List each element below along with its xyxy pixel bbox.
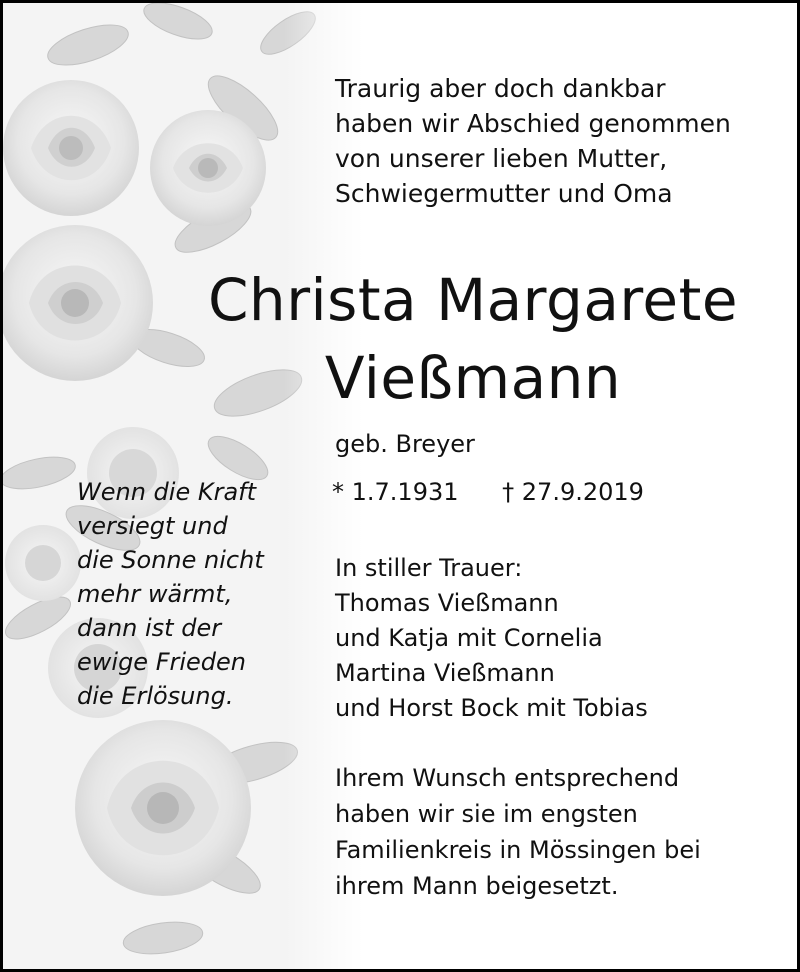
mourners-line: und Katja mit Cornelia	[335, 624, 603, 652]
life-dates	[332, 477, 644, 507]
quote-line: die Sonne nicht	[77, 546, 264, 574]
funeral-line: Ihrem Wunsch entsprechend	[335, 764, 680, 792]
mourners-line: Martina Vießmann	[335, 659, 555, 687]
quote-line: mehr wärmt,	[77, 580, 233, 608]
quote-line: Wenn die Kraft	[77, 478, 257, 506]
intro-line: Schwiegermutter und Oma	[335, 179, 673, 208]
mourners-line: Thomas Vießmann	[335, 589, 559, 617]
funeral-line: Familienkreis in Mössingen bei	[335, 836, 701, 864]
birth-name: geb. Breyer	[335, 430, 475, 458]
mourners-line: und Horst Bock mit Tobias	[335, 694, 648, 722]
death-date: † 27.9.2019	[502, 478, 644, 506]
mourners-line: In stiller Trauer:	[335, 554, 523, 582]
intro-line: haben wir Abschied genommen	[335, 109, 731, 138]
quote-line: dann ist der	[77, 614, 222, 642]
quote-line: versiegt und	[77, 512, 228, 540]
birth-date: * 1.7.1931	[332, 478, 459, 506]
funeral-note	[335, 760, 775, 904]
funeral-line: haben wir sie im engsten	[335, 800, 638, 828]
mourners-list	[335, 551, 775, 726]
quote-line: die Erlösung.	[77, 682, 234, 710]
notice-content	[3, 3, 797, 969]
intro-line: Traurig aber doch dankbar	[335, 74, 666, 103]
deceased-name-line-2: Vießmann	[324, 344, 622, 412]
deceased-name-line-1: Christa Margarete	[207, 266, 739, 334]
intro-line: von unserer lieben Mutter,	[335, 144, 668, 173]
intro-text	[335, 71, 775, 211]
memorial-quote	[77, 475, 287, 713]
quote-line: ewige Frieden	[77, 648, 247, 676]
funeral-line: ihrem Mann beigesetzt.	[335, 872, 619, 900]
